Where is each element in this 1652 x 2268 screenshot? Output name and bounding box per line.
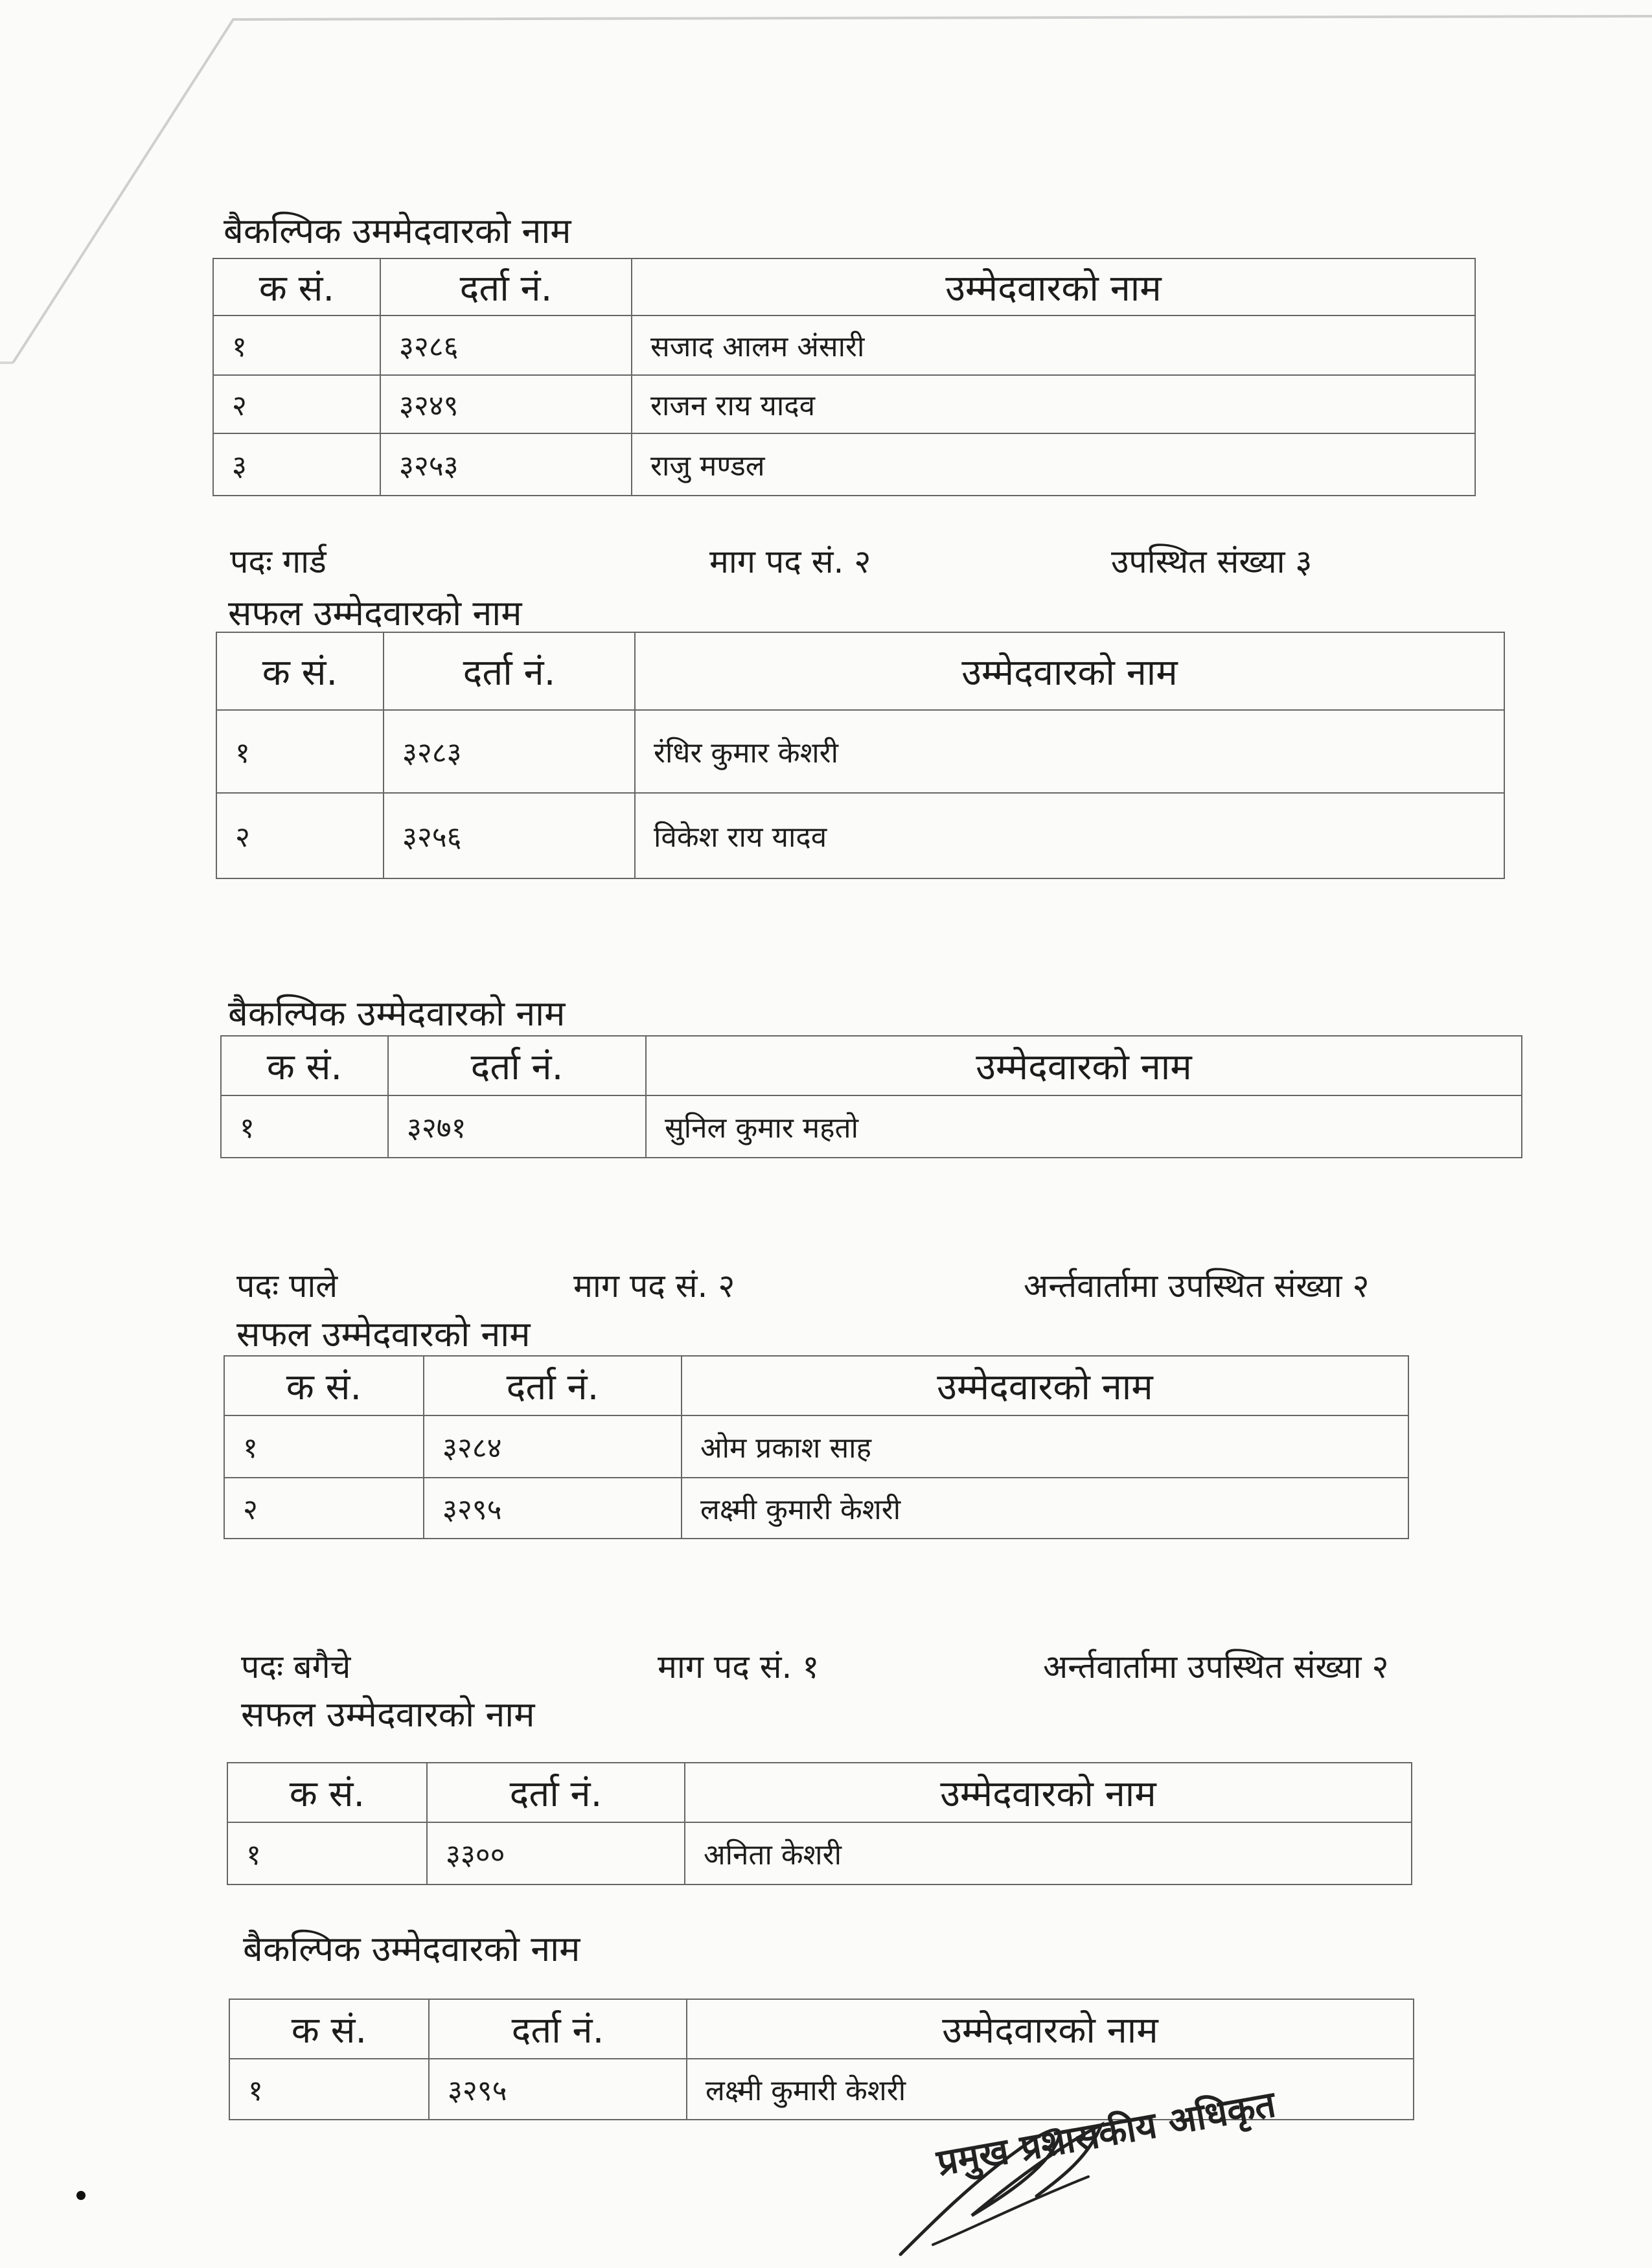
table-header-row <box>216 632 1504 710</box>
cell-sn: ३ <box>213 433 380 496</box>
table-header-row <box>227 1763 1412 1822</box>
cell-sn: २ <box>224 1478 424 1539</box>
ink-dot <box>76 2191 86 2200</box>
col-name: उम्मेदवारको नाम <box>687 1999 1414 2059</box>
alt-candidates-heading: बैकल्पिक उममेदवारको नाम <box>224 211 571 251</box>
pass-candidates-heading: सफल उम्मेदवारको नाम <box>241 1694 535 1735</box>
demand-label: माग पद सं. २ <box>709 543 871 580</box>
cell-name: राजन राय यादव <box>632 375 1475 433</box>
col-name: उम्मेदवारको नाम <box>682 1356 1408 1415</box>
pass-candidates-heading: सफल उम्मेदवारको नाम <box>236 1314 531 1355</box>
col-name: उम्मेदवारको नाम <box>632 258 1475 315</box>
demand-label: माग पद सं. १ <box>658 1648 820 1686</box>
cell-reg: ३२८३ <box>384 710 635 793</box>
pass-candidates-heading: सफल उम्मेदवारको नाम <box>228 593 522 634</box>
col-reg: दर्ता नं. <box>424 1356 682 1415</box>
table-row <box>216 710 1504 793</box>
cell-reg: ३३०० <box>427 1822 685 1884</box>
alt-candidates-heading: बैकल्पिक उम्मेदवारको नाम <box>243 1929 580 1969</box>
cell-sn: १ <box>227 1822 427 1884</box>
cell-reg: ३२८४ <box>424 1415 682 1478</box>
cell-name: रंधिर कुमार केशरी <box>635 710 1504 793</box>
demand-label: माग पद सं. २ <box>573 1267 735 1305</box>
table-row <box>224 1478 1408 1539</box>
col-sn: क सं. <box>229 1999 429 2059</box>
cell-reg: ३२९५ <box>429 2059 687 2120</box>
cell-name: राजु मण्डल <box>632 433 1475 496</box>
col-name: उम्मेदवारको नाम <box>635 632 1504 710</box>
cell-sn: २ <box>216 793 384 878</box>
table-header-row <box>224 1356 1408 1415</box>
cell-reg: ३२४९ <box>380 375 632 433</box>
col-reg: दर्ता नं. <box>384 632 635 710</box>
col-sn: क सं. <box>224 1356 424 1415</box>
pass-candidates-table <box>227 1762 1412 1885</box>
pass-candidates-table <box>216 632 1505 879</box>
table-row <box>213 315 1475 375</box>
present-count: अर्न्तवार्तामा उपस्थित संख्या २ <box>1024 1267 1370 1305</box>
cell-reg: ३२८६ <box>380 315 632 375</box>
signatory-title: प्रमुख प्रशासकीय अधिकृत <box>934 2083 1279 2184</box>
cell-name: विकेश राय यादव <box>635 793 1504 878</box>
cell-name: लक्ष्मी कुमारी केशरी <box>687 2059 1414 2120</box>
present-count: अर्न्तवार्तामा उपस्थित संख्या २ <box>1043 1648 1389 1686</box>
cell-reg: ३२५६ <box>384 793 635 878</box>
col-name: उम्मेदवारको नाम <box>685 1763 1412 1822</box>
cell-sn: १ <box>221 1095 388 1158</box>
col-sn: क सं. <box>213 258 380 315</box>
col-reg: दर्ता नं. <box>429 1999 687 2059</box>
pass-candidates-table <box>224 1355 1409 1539</box>
post-label: पदः बगैचे <box>241 1648 351 1686</box>
post-label: पदः पाले <box>236 1267 338 1305</box>
cell-sn: १ <box>213 315 380 375</box>
cell-name: लक्ष्मी कुमारी केशरी <box>682 1478 1408 1539</box>
cell-sn: १ <box>229 2059 429 2120</box>
cell-sn: १ <box>224 1415 424 1478</box>
col-sn: क सं. <box>216 632 384 710</box>
col-sn: क सं. <box>221 1036 388 1095</box>
cell-sn: १ <box>216 710 384 793</box>
table-row <box>224 1415 1408 1478</box>
cell-name: ओम प्रकाश साह <box>682 1415 1408 1478</box>
cell-reg: ३२५३ <box>380 433 632 496</box>
cell-name: सजाद आलम अंसारी <box>632 315 1475 375</box>
table-row <box>216 793 1504 878</box>
col-name: उम्मेदवारको नाम <box>646 1036 1522 1095</box>
col-reg: दर्ता नं. <box>388 1036 646 1095</box>
present-count: उपस्थित संख्या ३ <box>1111 543 1313 580</box>
cell-reg: ३२७१ <box>388 1095 646 1158</box>
table-header-row <box>221 1036 1522 1095</box>
post-label: पदः गार्ड <box>230 543 327 580</box>
table-header-row <box>213 258 1475 315</box>
table-row <box>213 375 1475 433</box>
cell-reg: ३२९५ <box>424 1478 682 1539</box>
cell-name: सुनिल कुमार महतो <box>646 1095 1522 1158</box>
cell-name: अनिता केशरी <box>685 1822 1412 1884</box>
cell-sn: २ <box>213 375 380 433</box>
table-row <box>221 1095 1522 1158</box>
alt-candidates-table <box>212 258 1476 496</box>
alt-candidates-heading: बैकल्पिक उम्मेदवारको नाम <box>228 993 566 1034</box>
table-row <box>227 1822 1412 1884</box>
table-header-row <box>229 1999 1414 2059</box>
col-reg: दर्ता नं. <box>380 258 632 315</box>
col-reg: दर्ता नं. <box>427 1763 685 1822</box>
col-sn: क सं. <box>227 1763 427 1822</box>
table-row <box>213 433 1475 496</box>
alt-candidates-table <box>220 1035 1522 1158</box>
